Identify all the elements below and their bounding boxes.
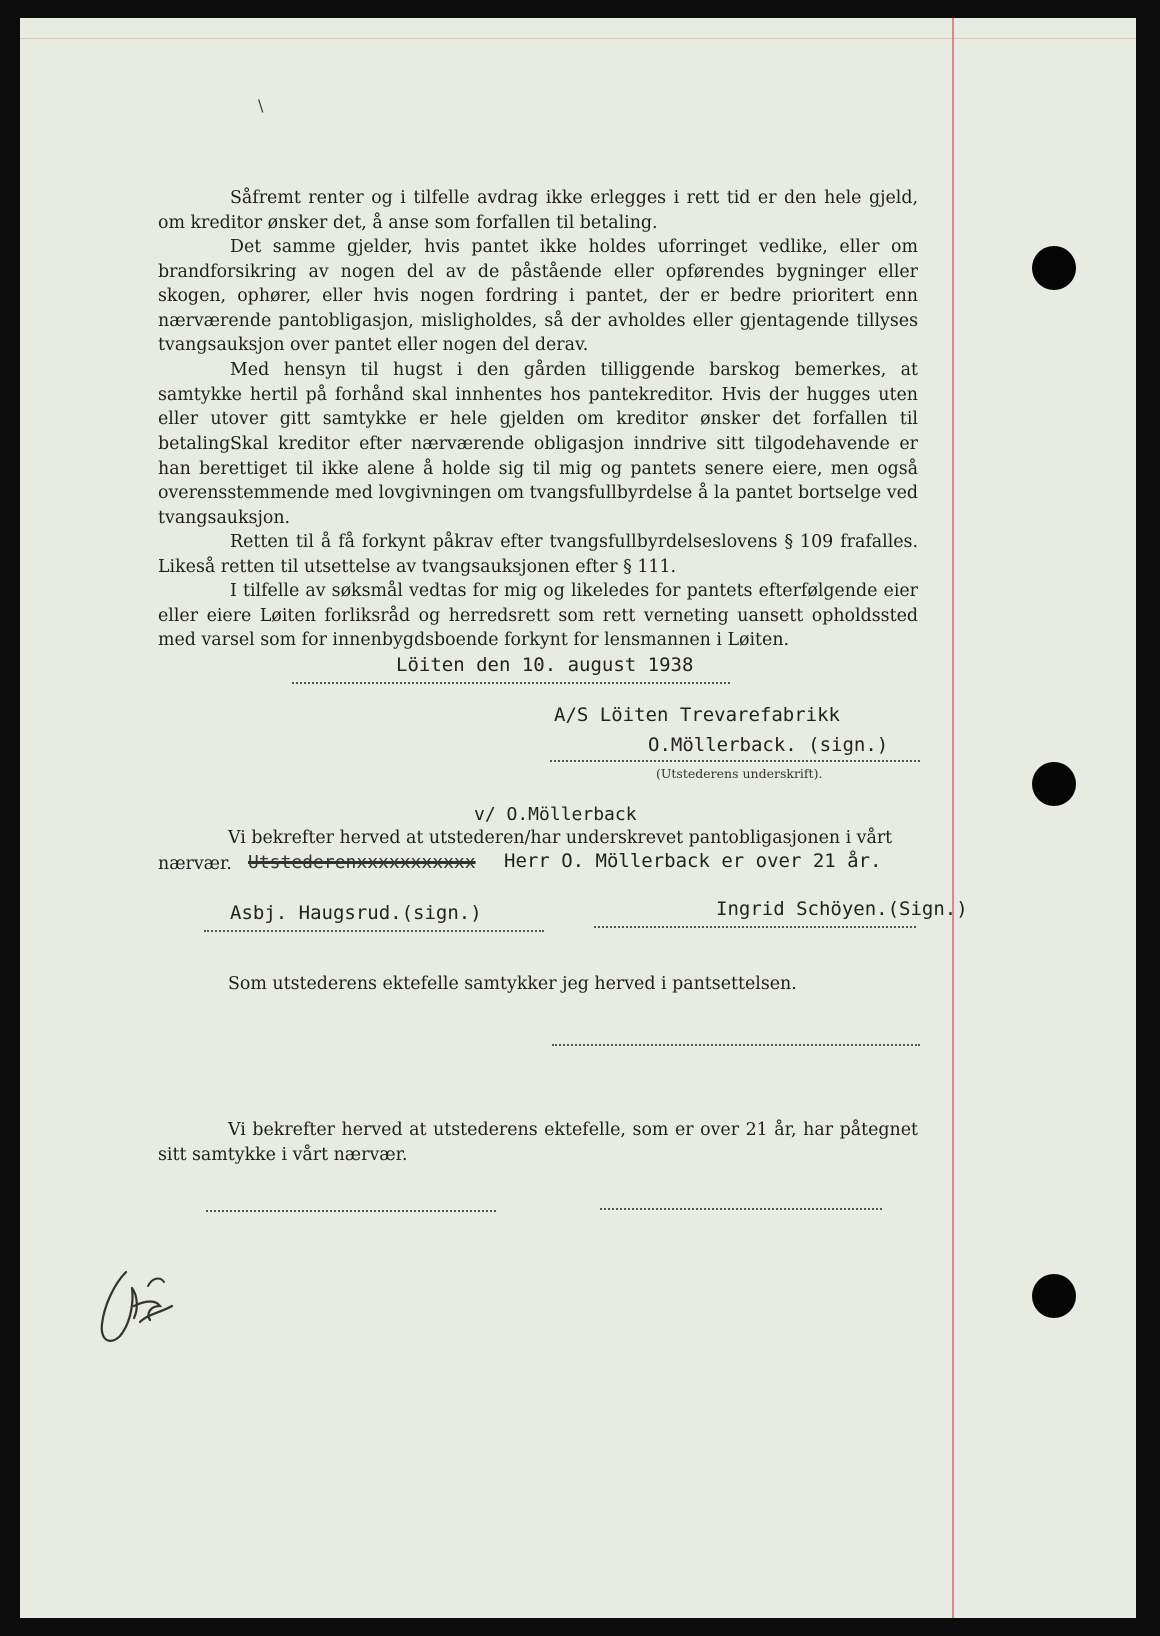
witness-two-signature: Ingrid Schöyen.(Sign.) xyxy=(716,898,968,920)
paragraph-venue: I tilfelle av søksmål vedtas for mig og likeledes for pantets efterfølgende eier eller eiere Løiten forliksråd og herredsrett som rett verneting uansett opholdssted med varsel som for innenbygdsboende forkynt for lensmannen i Løiten. xyxy=(158,581,918,651)
company-name: A/S Löiten Trevarefabrikk xyxy=(554,704,840,726)
witness-statement-end: nærvær. xyxy=(158,854,232,874)
spouse-witness-statement: Vi bekrefter herved at utstederens ektefelle, som er over 21 år, har påtegnet sitt samtykke i vårt nærvær. xyxy=(158,1120,918,1165)
spouse-witness-two-line xyxy=(600,1208,882,1210)
initials-paraph-mark xyxy=(90,1266,186,1352)
struck-text: Utstederenxxxxxxxxxxx xyxy=(248,852,476,873)
paragraph-logging: Med hensyn til hugst i den gården tilliggende barskog bemerkes, at samtykke hertil på forhånd skal innhentes hos pantekreditor. Hvis der hugges uten eller utover gitt samtykke er hele gjelden om kreditor ønsker det forfallen til betaling. xyxy=(158,360,918,454)
witness-statement: Vi bekrefter herved at utstederen/har underskrevet pantobligasjonen i vårt xyxy=(228,828,893,848)
on-behalf-of: v/ O.Möllerback xyxy=(474,804,637,825)
issuer-signature-caption: (Utstederens underskrift). xyxy=(656,766,823,781)
age-note: Herr O. Möllerback er over 21 år. xyxy=(504,850,882,872)
paragraph-maintenance: Det samme gjelder, hvis pantet ikke holdes uforringet vedlike, eller om brandforsikring av nogen del av de påstående eller opførendes bygninger eller skogen, ophører, eller hvis nogen fordring i pantet, der er bedre prioritert enn nærværende pantobligasjon, misligholdes, så der avholdes eller gjentagende tillyses tvangsauksjon over pantet eller nogen del derav. xyxy=(158,237,918,356)
issuer-signature-line xyxy=(550,760,920,762)
document-page xyxy=(20,18,1136,1618)
witness-one-line xyxy=(204,930,544,932)
punch-hole-top xyxy=(1032,246,1076,290)
punch-hole-middle xyxy=(1032,762,1076,806)
margin-rule xyxy=(952,18,954,1618)
punch-hole-bottom xyxy=(1032,1274,1076,1318)
paragraph-court-demand: Retten til å få forkynt påkrav efter tvangsfullbyrdelseslovens § 109 frafalles. Likeså retten til utsettelse av tvangsauksjonen efter § 111. xyxy=(158,532,918,577)
spouse-signature-line xyxy=(552,1044,920,1046)
paragraph-enforcement: Skal kreditor efter nærværende obligasjon inndrive sitt tilgodehavende er han berettiget til ikke alene å holde sig til mig og pantets senere eiere, men også overensstemmende med lovgivningen om tvangsfullbyrdelse å la pantet bortselge ved tvangsauksjon. xyxy=(158,434,918,528)
witness-one-signature: Asbj. Haugsrud.(sign.) xyxy=(230,902,482,924)
place-date: Löiten den 10. august 1938 xyxy=(396,654,694,676)
witness-two-line xyxy=(594,926,916,928)
place-date-line xyxy=(292,682,730,684)
top-rule xyxy=(20,38,1136,39)
paragraph-interest: Såfremt renter og i tilfelle avdrag ikke erlegges i rett tid er den hele gjeld, om kreditor ønsker det, å anse som forfallen til betaling. xyxy=(158,188,918,233)
spouse-consent: Som utstederens ektefelle samtykker jeg herved i pantsettelsen. xyxy=(228,974,797,994)
spouse-witness-one-line xyxy=(206,1210,496,1212)
top-mark: \ xyxy=(258,96,264,115)
issuer-signature: O.Möllerback. (sign.) xyxy=(648,734,889,756)
